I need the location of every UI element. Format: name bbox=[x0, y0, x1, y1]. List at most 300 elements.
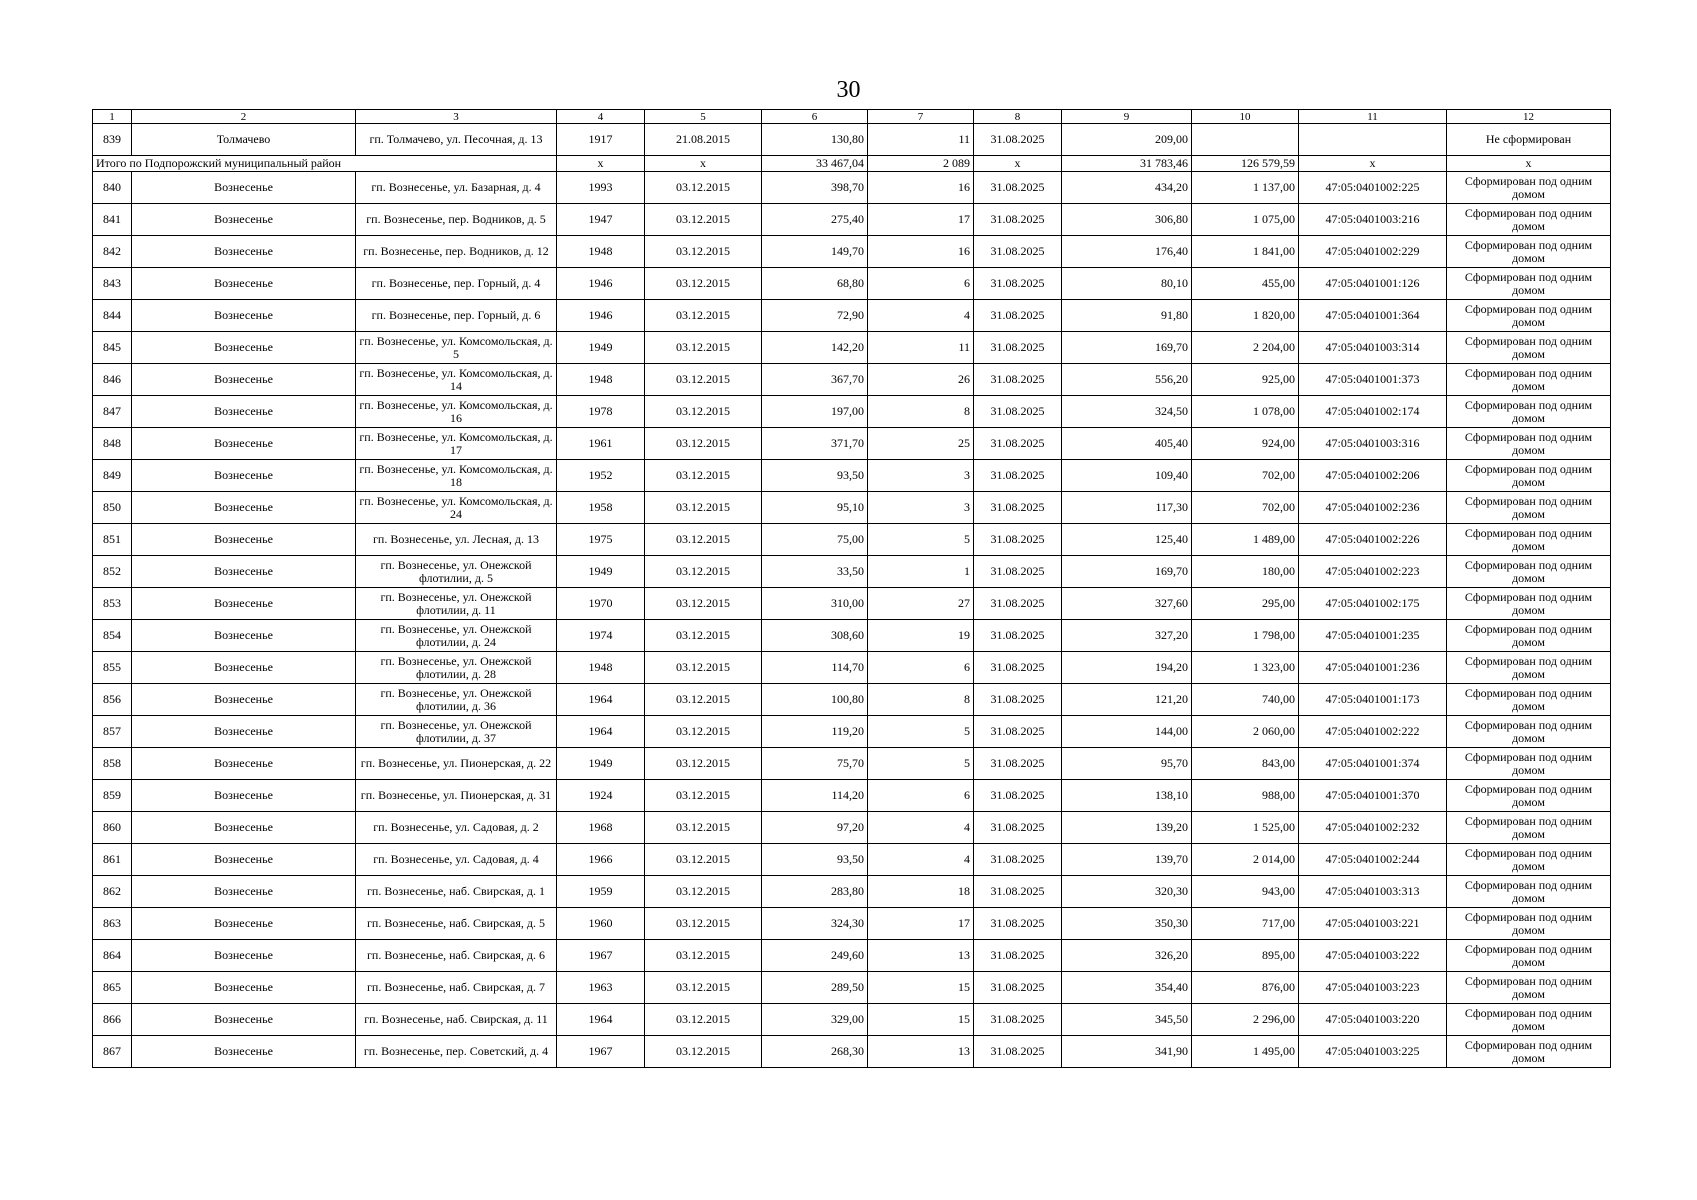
cell-plan-date: 31.08.2025 bbox=[974, 716, 1062, 748]
cell-residents: 25 bbox=[868, 428, 974, 460]
cell-area-total: 326,20 bbox=[1062, 940, 1192, 972]
cell-land-area: 1 137,00 bbox=[1192, 172, 1299, 204]
cell-residents: 6 bbox=[868, 268, 974, 300]
cell-area: 97,20 bbox=[762, 812, 868, 844]
cell-locality: Вознесенье bbox=[132, 300, 356, 332]
cell-area: 100,80 bbox=[762, 684, 868, 716]
cell-status: Сформирован под одним домом bbox=[1447, 268, 1611, 300]
table-row bbox=[93, 876, 1611, 908]
cell-residents: 19 bbox=[868, 620, 974, 652]
cell-locality: Вознесенье bbox=[132, 460, 356, 492]
cell-status: Сформирован под одним домом bbox=[1447, 492, 1611, 524]
cell-cadastral: 47:05:0401003:223 bbox=[1299, 972, 1447, 1004]
cell-area-total: 169,70 bbox=[1062, 332, 1192, 364]
cell-plan-date: 31.08.2025 bbox=[974, 908, 1062, 940]
cell-locality: Вознесенье bbox=[132, 492, 356, 524]
cell-land-area: 876,00 bbox=[1192, 972, 1299, 1004]
cell-address: гп. Толмачево, ул. Песочная, д. 13 bbox=[356, 124, 557, 156]
total-col9: 31 783,46 bbox=[1062, 156, 1192, 172]
cell-status: Сформирован под одним домом bbox=[1447, 652, 1611, 684]
cell-area-total: 138,10 bbox=[1062, 780, 1192, 812]
cell-cadastral: 47:05:0401001:364 bbox=[1299, 300, 1447, 332]
cell-land-area: 843,00 bbox=[1192, 748, 1299, 780]
cell-area: 371,70 bbox=[762, 428, 868, 460]
cell-status: Сформирован под одним домом bbox=[1447, 396, 1611, 428]
cell-number: 846 bbox=[93, 364, 132, 396]
cell-residents: 8 bbox=[868, 684, 974, 716]
cell-area-total: 139,70 bbox=[1062, 844, 1192, 876]
table-row bbox=[93, 652, 1611, 684]
cell-status: Сформирован под одним домом bbox=[1447, 908, 1611, 940]
cell-land-area: 1 820,00 bbox=[1192, 300, 1299, 332]
cell-area: 75,70 bbox=[762, 748, 868, 780]
cell-year: 1964 bbox=[557, 684, 645, 716]
cell-residents: 27 bbox=[868, 588, 974, 620]
cell-land-area: 295,00 bbox=[1192, 588, 1299, 620]
cell-land-area: 1 489,00 bbox=[1192, 524, 1299, 556]
cell-residents: 15 bbox=[868, 972, 974, 1004]
cell-address: гп. Вознесенье, ул. Онежской флотилии, д. 11 bbox=[356, 588, 557, 620]
cell-date: 03.12.2015 bbox=[645, 300, 762, 332]
cell-plan-date: 31.08.2025 bbox=[974, 780, 1062, 812]
cell-year: 1974 bbox=[557, 620, 645, 652]
cell-number: 859 bbox=[93, 780, 132, 812]
table-row bbox=[93, 492, 1611, 524]
cell-area: 130,80 bbox=[762, 124, 868, 156]
cell-date: 03.12.2015 bbox=[645, 684, 762, 716]
cell-date: 03.12.2015 bbox=[645, 588, 762, 620]
cell-number: 851 bbox=[93, 524, 132, 556]
cell-year: 1970 bbox=[557, 588, 645, 620]
cell-area-total: 306,80 bbox=[1062, 204, 1192, 236]
cell-land-area: 988,00 bbox=[1192, 780, 1299, 812]
table-row bbox=[93, 236, 1611, 268]
cell-number: 857 bbox=[93, 716, 132, 748]
cell-area-total: 144,00 bbox=[1062, 716, 1192, 748]
cell-residents: 4 bbox=[868, 844, 974, 876]
cell-area: 289,50 bbox=[762, 972, 868, 1004]
cell-address: гп. Вознесенье, ул. Садовая, д. 2 bbox=[356, 812, 557, 844]
cell-address: гп. Вознесенье, наб. Свирская, д. 6 bbox=[356, 940, 557, 972]
cell-year: 1947 bbox=[557, 204, 645, 236]
table-row bbox=[93, 204, 1611, 236]
cell-cadastral: 47:05:0401001:173 bbox=[1299, 684, 1447, 716]
cell-area: 308,60 bbox=[762, 620, 868, 652]
cell-number: 856 bbox=[93, 684, 132, 716]
cell-residents: 6 bbox=[868, 780, 974, 812]
cell-date: 03.12.2015 bbox=[645, 492, 762, 524]
table-row bbox=[93, 588, 1611, 620]
cell-year: 1968 bbox=[557, 812, 645, 844]
cell-area: 93,50 bbox=[762, 844, 868, 876]
column-number-cell: 3 bbox=[356, 110, 557, 124]
cell-year: 1967 bbox=[557, 940, 645, 972]
table-row bbox=[93, 844, 1611, 876]
column-number-row bbox=[93, 110, 1611, 124]
cell-land-area: 1 078,00 bbox=[1192, 396, 1299, 428]
cell-address: гп. Вознесенье, ул. Базарная, д. 4 bbox=[356, 172, 557, 204]
cell-locality: Вознесенье bbox=[132, 524, 356, 556]
cell-status: Сформирован под одним домом bbox=[1447, 876, 1611, 908]
cell-plan-date: 31.08.2025 bbox=[974, 844, 1062, 876]
cell-area: 310,00 bbox=[762, 588, 868, 620]
cell-number: 854 bbox=[93, 620, 132, 652]
cell-address: гп. Вознесенье, пер. Водников, д. 5 bbox=[356, 204, 557, 236]
cell-land-area: 455,00 bbox=[1192, 268, 1299, 300]
cell-number: 847 bbox=[93, 396, 132, 428]
table-row bbox=[93, 556, 1611, 588]
cell-residents: 16 bbox=[868, 236, 974, 268]
cell-residents: 18 bbox=[868, 876, 974, 908]
cell-area: 75,00 bbox=[762, 524, 868, 556]
cell-area-total: 209,00 bbox=[1062, 124, 1192, 156]
cell-residents: 5 bbox=[868, 524, 974, 556]
cell-residents: 13 bbox=[868, 1036, 974, 1068]
cell-area: 283,80 bbox=[762, 876, 868, 908]
cell-status: Сформирован под одним домом bbox=[1447, 332, 1611, 364]
cell-locality: Вознесенье bbox=[132, 716, 356, 748]
cell-address: гп. Вознесенье, наб. Свирская, д. 11 bbox=[356, 1004, 557, 1036]
cell-cadastral: 47:05:0401001:236 bbox=[1299, 652, 1447, 684]
cell-year: 1917 bbox=[557, 124, 645, 156]
cell-date: 03.12.2015 bbox=[645, 972, 762, 1004]
cell-plan-date: 31.08.2025 bbox=[974, 972, 1062, 1004]
cell-residents: 16 bbox=[868, 172, 974, 204]
cell-date: 03.12.2015 bbox=[645, 908, 762, 940]
cell-address: гп. Вознесенье, ул. Онежской флотилии, д. 5 bbox=[356, 556, 557, 588]
cell-area-total: 117,30 bbox=[1062, 492, 1192, 524]
cell-residents: 26 bbox=[868, 364, 974, 396]
cell-land-area: 925,00 bbox=[1192, 364, 1299, 396]
cell-plan-date: 31.08.2025 bbox=[974, 300, 1062, 332]
cell-area-total: 556,20 bbox=[1062, 364, 1192, 396]
cell-status: Сформирован под одним домом bbox=[1447, 812, 1611, 844]
cell-plan-date: 31.08.2025 bbox=[974, 524, 1062, 556]
cell-date: 03.12.2015 bbox=[645, 620, 762, 652]
cell-year: 1966 bbox=[557, 844, 645, 876]
cell-date: 03.12.2015 bbox=[645, 172, 762, 204]
cell-year: 1978 bbox=[557, 396, 645, 428]
cell-cadastral: 47:05:0401003:220 bbox=[1299, 1004, 1447, 1036]
cell-date: 21.08.2015 bbox=[645, 124, 762, 156]
cell-area: 114,20 bbox=[762, 780, 868, 812]
cell-year: 1975 bbox=[557, 524, 645, 556]
cell-residents: 11 bbox=[868, 332, 974, 364]
cell-locality: Толмачево bbox=[132, 124, 356, 156]
total-col11: х bbox=[1299, 156, 1447, 172]
cell-status: Сформирован под одним домом bbox=[1447, 428, 1611, 460]
cell-locality: Вознесенье bbox=[132, 172, 356, 204]
total-col6: 33 467,04 bbox=[762, 156, 868, 172]
cell-plan-date: 31.08.2025 bbox=[974, 748, 1062, 780]
cell-residents: 15 bbox=[868, 1004, 974, 1036]
cell-cadastral: 47:05:0401003:316 bbox=[1299, 428, 1447, 460]
cell-plan-date: 31.08.2025 bbox=[974, 236, 1062, 268]
cell-year: 1959 bbox=[557, 876, 645, 908]
cell-residents: 3 bbox=[868, 492, 974, 524]
cell-year: 1949 bbox=[557, 748, 645, 780]
cell-year: 1964 bbox=[557, 1004, 645, 1036]
cell-date: 03.12.2015 bbox=[645, 748, 762, 780]
cell-area: 329,00 bbox=[762, 1004, 868, 1036]
cell-area-total: 194,20 bbox=[1062, 652, 1192, 684]
cell-plan-date: 31.08.2025 bbox=[974, 172, 1062, 204]
cell-residents: 13 bbox=[868, 940, 974, 972]
table-row bbox=[93, 812, 1611, 844]
cell-address: гп. Вознесенье, ул. Садовая, д. 4 bbox=[356, 844, 557, 876]
cell-land-area: 1 798,00 bbox=[1192, 620, 1299, 652]
column-number-cell: 4 bbox=[557, 110, 645, 124]
cell-land-area: 943,00 bbox=[1192, 876, 1299, 908]
cell-area: 68,80 bbox=[762, 268, 868, 300]
cell-land-area: 740,00 bbox=[1192, 684, 1299, 716]
cell-land-area: 1 841,00 bbox=[1192, 236, 1299, 268]
cell-locality: Вознесенье bbox=[132, 364, 356, 396]
cell-number: 862 bbox=[93, 876, 132, 908]
cell-cadastral: 47:05:0401003:314 bbox=[1299, 332, 1447, 364]
cell-status: Сформирован под одним домом bbox=[1447, 364, 1611, 396]
column-number-cell: 11 bbox=[1299, 110, 1447, 124]
column-number-cell: 6 bbox=[762, 110, 868, 124]
cell-year: 1948 bbox=[557, 236, 645, 268]
housing-registry-table bbox=[92, 109, 1611, 1068]
table-row bbox=[93, 940, 1611, 972]
cell-address: гп. Вознесенье, ул. Комсомольская, д. 14 bbox=[356, 364, 557, 396]
cell-number: 843 bbox=[93, 268, 132, 300]
cell-area: 275,40 bbox=[762, 204, 868, 236]
cell-number: 839 bbox=[93, 124, 132, 156]
cell-area: 268,30 bbox=[762, 1036, 868, 1068]
cell-status: Сформирован под одним домом bbox=[1447, 204, 1611, 236]
cell-address: гп. Вознесенье, ул. Лесная, д. 13 bbox=[356, 524, 557, 556]
table-row bbox=[93, 1004, 1611, 1036]
cell-year: 1967 bbox=[557, 1036, 645, 1068]
column-number-cell: 1 bbox=[93, 110, 132, 124]
cell-cadastral: 47:05:0401002:175 bbox=[1299, 588, 1447, 620]
cell-address: гп. Вознесенье, пер. Водников, д. 12 bbox=[356, 236, 557, 268]
cell-address: гп. Вознесенье, наб. Свирская, д. 1 bbox=[356, 876, 557, 908]
table-row bbox=[93, 908, 1611, 940]
cell-land-area: 1 495,00 bbox=[1192, 1036, 1299, 1068]
table-row bbox=[93, 524, 1611, 556]
table-row bbox=[93, 396, 1611, 428]
cell-area: 95,10 bbox=[762, 492, 868, 524]
cell-locality: Вознесенье bbox=[132, 748, 356, 780]
table-row bbox=[93, 748, 1611, 780]
cell-year: 1948 bbox=[557, 364, 645, 396]
cell-date: 03.12.2015 bbox=[645, 844, 762, 876]
column-number-cell: 12 bbox=[1447, 110, 1611, 124]
cell-area: 149,70 bbox=[762, 236, 868, 268]
cell-plan-date: 31.08.2025 bbox=[974, 460, 1062, 492]
table-row bbox=[93, 684, 1611, 716]
cell-plan-date: 31.08.2025 bbox=[974, 332, 1062, 364]
cell-date: 03.12.2015 bbox=[645, 364, 762, 396]
cell-area-total: 109,40 bbox=[1062, 460, 1192, 492]
cell-cadastral: 47:05:0401002:174 bbox=[1299, 396, 1447, 428]
total-row bbox=[93, 156, 1611, 172]
cell-residents: 17 bbox=[868, 204, 974, 236]
cell-date: 03.12.2015 bbox=[645, 1004, 762, 1036]
column-number-cell: 5 bbox=[645, 110, 762, 124]
cell-status: Не сформирован bbox=[1447, 124, 1611, 156]
table-row bbox=[93, 780, 1611, 812]
table-row bbox=[93, 972, 1611, 1004]
cell-number: 867 bbox=[93, 1036, 132, 1068]
cell-number: 864 bbox=[93, 940, 132, 972]
cell-address: гп. Вознесенье, пер. Горный, д. 6 bbox=[356, 300, 557, 332]
column-number-cell: 9 bbox=[1062, 110, 1192, 124]
cell-status: Сформирован под одним домом bbox=[1447, 716, 1611, 748]
cell-cadastral: 47:05:0401001:374 bbox=[1299, 748, 1447, 780]
cell-status: Сформирован под одним домом bbox=[1447, 300, 1611, 332]
cell-cadastral: 47:05:0401002:229 bbox=[1299, 236, 1447, 268]
cell-plan-date: 31.08.2025 bbox=[974, 268, 1062, 300]
cell-address: гп. Вознесенье, ул. Комсомольская, д. 17 bbox=[356, 428, 557, 460]
cell-locality: Вознесенье bbox=[132, 684, 356, 716]
cell-locality: Вознесенье bbox=[132, 556, 356, 588]
cell-number: 845 bbox=[93, 332, 132, 364]
total-label: Итого по Подпорожский муниципальный район bbox=[93, 156, 557, 172]
cell-cadastral: 47:05:0401002:244 bbox=[1299, 844, 1447, 876]
cell-date: 03.12.2015 bbox=[645, 812, 762, 844]
cell-number: 865 bbox=[93, 972, 132, 1004]
cell-status: Сформирован под одним домом bbox=[1447, 1004, 1611, 1036]
cell-area-total: 176,40 bbox=[1062, 236, 1192, 268]
cell-area-total: 139,20 bbox=[1062, 812, 1192, 844]
cell-cadastral: 47:05:0401002:222 bbox=[1299, 716, 1447, 748]
column-number-cell: 10 bbox=[1192, 110, 1299, 124]
cell-status: Сформирован под одним домом bbox=[1447, 556, 1611, 588]
table-row bbox=[93, 332, 1611, 364]
cell-locality: Вознесенье bbox=[132, 812, 356, 844]
cell-status: Сформирован под одним домом bbox=[1447, 1036, 1611, 1068]
cell-area: 119,20 bbox=[762, 716, 868, 748]
cell-area-total: 350,30 bbox=[1062, 908, 1192, 940]
cell-date: 03.12.2015 bbox=[645, 236, 762, 268]
cell-year: 1946 bbox=[557, 268, 645, 300]
cell-status: Сформирован под одним домом bbox=[1447, 460, 1611, 492]
cell-plan-date: 31.08.2025 bbox=[974, 588, 1062, 620]
cell-cadastral: 47:05:0401002:236 bbox=[1299, 492, 1447, 524]
cell-area-total: 327,60 bbox=[1062, 588, 1192, 620]
cell-locality: Вознесенье bbox=[132, 652, 356, 684]
cell-area: 33,50 bbox=[762, 556, 868, 588]
cell-status: Сформирован под одним домом bbox=[1447, 844, 1611, 876]
cell-plan-date: 31.08.2025 bbox=[974, 396, 1062, 428]
cell-address: гп. Вознесенье, ул. Онежской флотилии, д. 28 bbox=[356, 652, 557, 684]
cell-address: гп. Вознесенье, ул. Пионерская, д. 31 bbox=[356, 780, 557, 812]
cell-residents: 5 bbox=[868, 748, 974, 780]
cell-locality: Вознесенье bbox=[132, 332, 356, 364]
cell-plan-date: 31.08.2025 bbox=[974, 652, 1062, 684]
cell-date: 03.12.2015 bbox=[645, 940, 762, 972]
cell-area-total: 320,30 bbox=[1062, 876, 1192, 908]
cell-cadastral: 47:05:0401002:225 bbox=[1299, 172, 1447, 204]
cell-year: 1924 bbox=[557, 780, 645, 812]
cell-date: 03.12.2015 bbox=[645, 268, 762, 300]
cell-land-area bbox=[1192, 124, 1299, 156]
cell-cadastral: 47:05:0401001:235 bbox=[1299, 620, 1447, 652]
cell-area-total: 125,40 bbox=[1062, 524, 1192, 556]
column-number-cell: 8 bbox=[974, 110, 1062, 124]
cell-plan-date: 31.08.2025 bbox=[974, 876, 1062, 908]
table-row bbox=[93, 172, 1611, 204]
table-row bbox=[93, 124, 1611, 156]
cell-address: гп. Вознесенье, ул. Комсомольская, д. 16 bbox=[356, 396, 557, 428]
cell-number: 849 bbox=[93, 460, 132, 492]
cell-date: 03.12.2015 bbox=[645, 460, 762, 492]
cell-area-total: 91,80 bbox=[1062, 300, 1192, 332]
cell-number: 860 bbox=[93, 812, 132, 844]
cell-land-area: 717,00 bbox=[1192, 908, 1299, 940]
cell-cadastral: 47:05:0401003:221 bbox=[1299, 908, 1447, 940]
total-col7: 2 089 bbox=[868, 156, 974, 172]
cell-area: 367,70 bbox=[762, 364, 868, 396]
cell-area: 324,30 bbox=[762, 908, 868, 940]
cell-date: 03.12.2015 bbox=[645, 332, 762, 364]
cell-land-area: 1 075,00 bbox=[1192, 204, 1299, 236]
cell-cadastral: 47:05:0401003:313 bbox=[1299, 876, 1447, 908]
cell-date: 03.12.2015 bbox=[645, 556, 762, 588]
table-row bbox=[93, 1036, 1611, 1068]
cell-locality: Вознесенье bbox=[132, 972, 356, 1004]
total-col8: х bbox=[974, 156, 1062, 172]
cell-status: Сформирован под одним домом bbox=[1447, 972, 1611, 1004]
cell-address: гп. Вознесенье, наб. Свирская, д. 7 bbox=[356, 972, 557, 1004]
total-col12: х bbox=[1447, 156, 1611, 172]
cell-cadastral: 47:05:0401001:126 bbox=[1299, 268, 1447, 300]
cell-residents: 4 bbox=[868, 812, 974, 844]
cell-address: гп. Вознесенье, ул. Комсомольская, д. 24 bbox=[356, 492, 557, 524]
cell-area-total: 354,40 bbox=[1062, 972, 1192, 1004]
cell-residents: 1 bbox=[868, 556, 974, 588]
cell-locality: Вознесенье bbox=[132, 396, 356, 428]
cell-plan-date: 31.08.2025 bbox=[974, 812, 1062, 844]
table-row bbox=[93, 428, 1611, 460]
cell-land-area: 702,00 bbox=[1192, 460, 1299, 492]
cell-locality: Вознесенье bbox=[132, 908, 356, 940]
cell-cadastral: 47:05:0401001:373 bbox=[1299, 364, 1447, 396]
cell-cadastral: 47:05:0401002:232 bbox=[1299, 812, 1447, 844]
cell-status: Сформирован под одним домом bbox=[1447, 524, 1611, 556]
table-row bbox=[93, 300, 1611, 332]
cell-year: 1949 bbox=[557, 332, 645, 364]
cell-area: 114,70 bbox=[762, 652, 868, 684]
cell-land-area: 2 014,00 bbox=[1192, 844, 1299, 876]
table-row bbox=[93, 460, 1611, 492]
cell-status: Сформирован под одним домом bbox=[1447, 684, 1611, 716]
column-number-cell: 2 bbox=[132, 110, 356, 124]
cell-area-total: 169,70 bbox=[1062, 556, 1192, 588]
cell-date: 03.12.2015 bbox=[645, 1036, 762, 1068]
cell-address: гп. Вознесенье, ул. Онежской флотилии, д. 36 bbox=[356, 684, 557, 716]
cell-year: 1952 bbox=[557, 460, 645, 492]
cell-cadastral: 47:05:0401002:223 bbox=[1299, 556, 1447, 588]
cell-year: 1961 bbox=[557, 428, 645, 460]
cell-land-area: 180,00 bbox=[1192, 556, 1299, 588]
cell-address: гп. Вознесенье, пер. Горный, д. 4 bbox=[356, 268, 557, 300]
cell-plan-date: 31.08.2025 bbox=[974, 940, 1062, 972]
cell-land-area: 2 296,00 bbox=[1192, 1004, 1299, 1036]
cell-locality: Вознесенье bbox=[132, 588, 356, 620]
cell-cadastral: 47:05:0401003:216 bbox=[1299, 204, 1447, 236]
cell-residents: 4 bbox=[868, 300, 974, 332]
cell-residents: 8 bbox=[868, 396, 974, 428]
cell-number: 853 bbox=[93, 588, 132, 620]
cell-address: гп. Вознесенье, пер. Советский, д. 4 bbox=[356, 1036, 557, 1068]
total-col4: х bbox=[557, 156, 645, 172]
